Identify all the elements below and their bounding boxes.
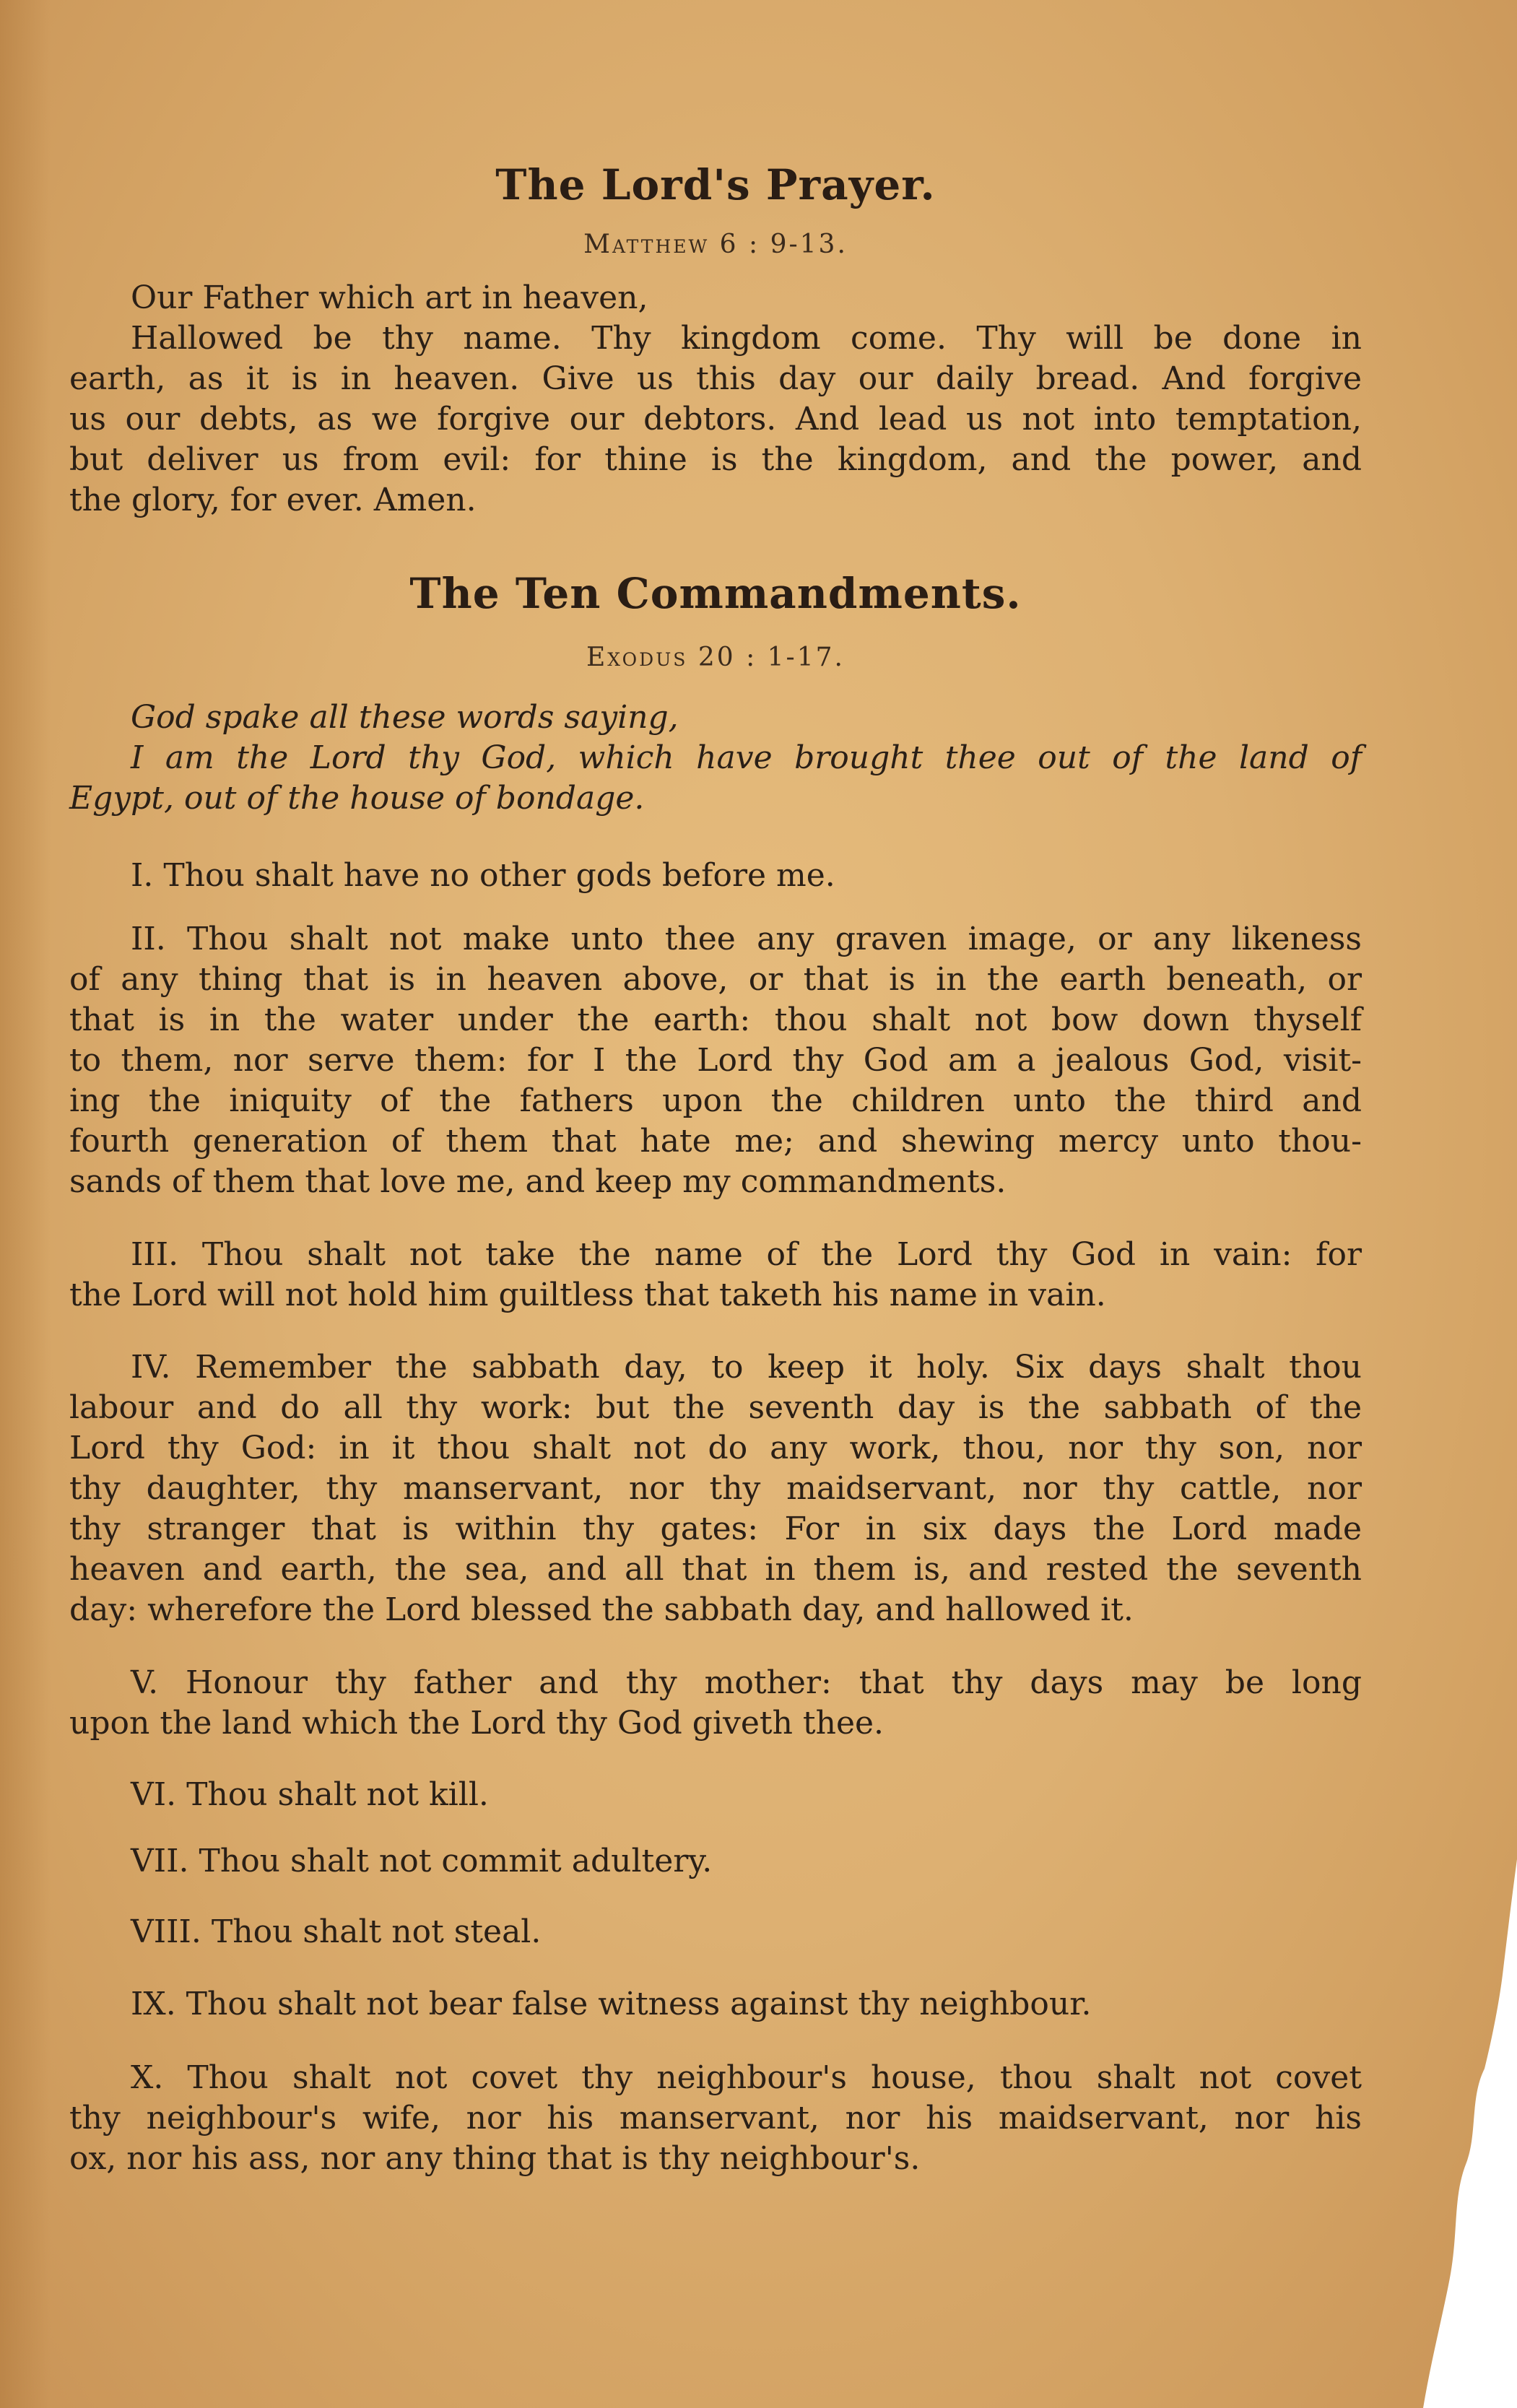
commandment-1 xyxy=(69,856,1362,896)
commandment-line: of any thing that is in heaven above, or that is in the earth beneath, or xyxy=(69,961,1362,998)
commandment-line: X. Thou shalt not covet thy neighbour's house, thou shalt not covet xyxy=(131,2059,1362,2096)
prayer-line: Hallowed be thy name. Thy kingdom come. Thy will be done in xyxy=(131,320,1362,357)
commandments-intro xyxy=(69,697,1362,819)
commandment-line: ox, nor his ass, nor any thing that is thy neighbour's. xyxy=(69,2140,921,2177)
lords-prayer-title: The Lord's Prayer. xyxy=(495,160,936,209)
commandment-2 xyxy=(69,919,1362,1202)
commandment-line: day: wherefore the Lord blessed the sabbath day, and hallowed it. xyxy=(69,1591,1134,1628)
intro-line: I am the Lord thy God, which have brought thee out of the land of xyxy=(131,739,1362,776)
commandment-line: heaven and earth, the sea, and all that in them is, and rested the seventh xyxy=(69,1551,1362,1588)
commandment-line: IX. Thou shalt not bear false witness against thy neighbour. xyxy=(131,1986,1092,2022)
torn-corner xyxy=(1344,1859,1517,2408)
intro-line: God spake all these words saying, xyxy=(131,699,679,736)
lords-prayer-text xyxy=(69,278,1362,521)
commandment-5 xyxy=(69,1663,1362,1744)
commandment-line: thy daughter, thy manservant, nor thy maidservant, nor thy cattle, nor xyxy=(69,1470,1362,1507)
commandment-4 xyxy=(69,1347,1362,1630)
prayer-line: but deliver us from evil: for thine is the kingdom, and the power, and xyxy=(69,441,1362,478)
commandment-3 xyxy=(69,1235,1362,1316)
commandment-line: VIII. Thou shalt not steal. xyxy=(131,1913,542,1950)
commandment-line: VI. Thou shalt not kill. xyxy=(131,1776,489,1813)
commandment-line: thy neighbour's wife, nor his manservant, nor his maidservant, nor his xyxy=(69,2100,1362,2137)
commandment-line: IV. Remember the sabbath day, to keep it holy. Six days shalt thou xyxy=(131,1349,1362,1386)
ten-commandments-reference: Exodus 20 : 1-17. xyxy=(586,643,845,672)
commandment-line: ing the iniquity of the fathers upon the children unto the third and xyxy=(69,1082,1362,1119)
commandment-6 xyxy=(69,1775,1362,1815)
ten-commandments-title: The Ten Commandments. xyxy=(409,569,1022,618)
commandment-10 xyxy=(69,2058,1362,2179)
commandment-line: II. Thou shalt not make unto thee any graven image, or any likeness xyxy=(131,921,1362,957)
intro-line: Egypt, out of the house of bondage. xyxy=(69,780,645,817)
commandment-line: sands of them that love me, and keep my commandments. xyxy=(69,1163,1007,1200)
lords-prayer-reference: Matthew 6 : 9-13. xyxy=(583,230,848,259)
commandment-line: III. Thou shalt not take the name of the Lord thy God in vain: for xyxy=(131,1236,1362,1273)
commandment-7 xyxy=(69,1841,1362,1882)
commandment-line: Lord thy God: in it thou shalt not do any work, thou, nor thy son, nor xyxy=(69,1430,1362,1466)
commandment-line: labour and do all thy work: but the seventh day is the sabbath of the xyxy=(69,1389,1362,1426)
prayer-line: earth, as it is in heaven. Give us this day our daily bread. And forgive xyxy=(69,360,1362,397)
commandment-line: I. Thou shalt have no other gods before me. xyxy=(131,857,835,894)
commandment-line: fourth generation of them that hate me; and shewing mercy unto thou- xyxy=(69,1123,1362,1160)
commandment-line: upon the land which the Lord thy God giveth thee. xyxy=(69,1705,884,1742)
commandment-line: thy stranger that is within thy gates: For in six days the Lord made xyxy=(69,1511,1362,1547)
prayer-line: the glory, for ever. Amen. xyxy=(69,482,477,518)
commandment-line: the Lord will not hold him guiltless that taketh his name in vain. xyxy=(69,1277,1106,1313)
commandment-line: that is in the water under the earth: thou shalt not bow down thyself xyxy=(69,1001,1362,1038)
commandment-line: VII. Thou shalt not commit adultery. xyxy=(131,1843,713,1879)
paper-edge-shadow xyxy=(0,0,51,2408)
prayer-line: us our debts, as we forgive our debtors. And lead us not into temptation, xyxy=(69,401,1362,438)
commandment-line: to them, nor serve them: for I the Lord thy God am a jealous God, visit- xyxy=(69,1042,1362,1079)
commandment-line: V. Honour thy father and thy mother: that thy days may be long xyxy=(131,1664,1362,1701)
commandment-8 xyxy=(69,1912,1362,1952)
prayer-line: Our Father which art in heaven, xyxy=(131,279,648,316)
commandment-9 xyxy=(69,1984,1362,2025)
